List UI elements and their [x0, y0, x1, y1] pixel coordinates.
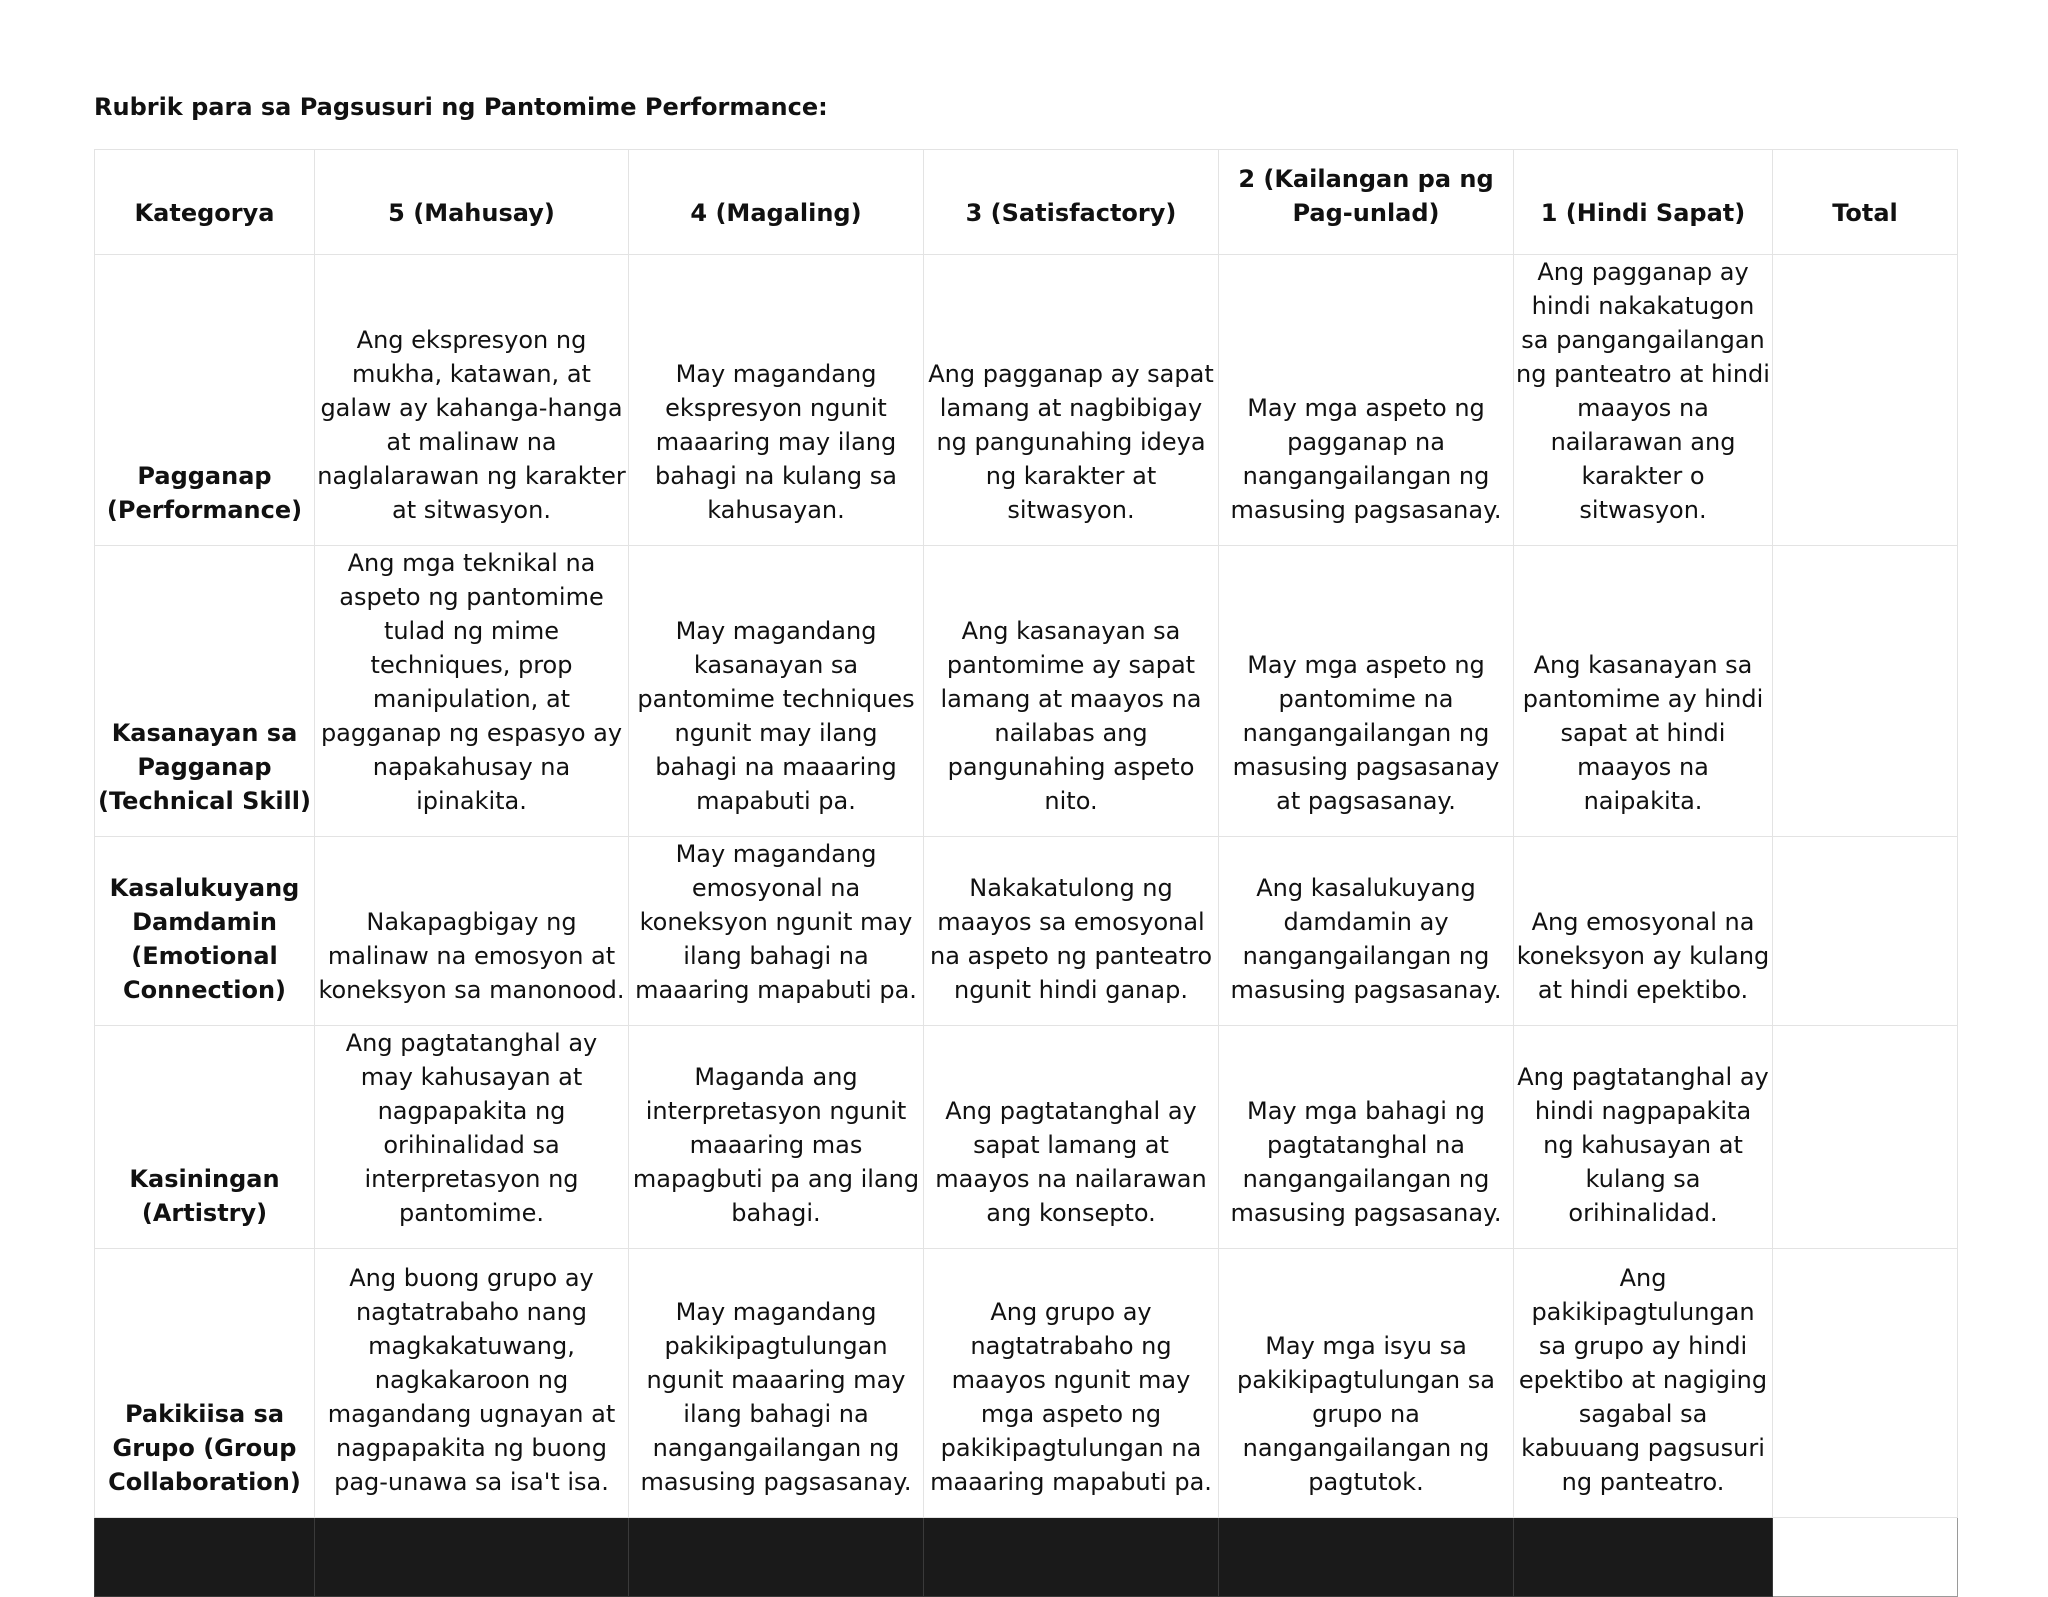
header-score-5: 5 (Mahusay) [315, 150, 629, 255]
table-row [95, 1026, 1958, 1249]
header-score-3: 3 (Satisfactory) [924, 150, 1219, 255]
criteria-cell-2: Ang kasalukuyang damdamin ay nangangailangan ng masusing pagsasanay. [1219, 837, 1514, 1026]
criteria-cell-2: May mga isyu sa pakikipagtulungan sa grupo na nangangailangan ng pagtutok. [1219, 1249, 1514, 1518]
total-cell[interactable] [1773, 837, 1958, 1026]
criteria-cell-3: Ang pagtatanghal ay sapat lamang at maayos na nailarawan ang konsepto. [924, 1026, 1219, 1249]
document-title: Rubrik para sa Pagsusuri ng Pantomime Performance: [94, 93, 828, 121]
criteria-cell-4: Maganda ang interpretasyon ngunit maaaring mas mapagbuti pa ang ilang bahagi. [629, 1026, 924, 1249]
criteria-cell-5: Nakapagbigay ng malinaw na emosyon at koneksyon sa manonood. [315, 837, 629, 1026]
total-row-blank-cell [1219, 1518, 1514, 1597]
criteria-cell-3: Ang pagganap ay sapat lamang at nagbibigay ng pangunahing ideya ng karakter at sitwasyon. [924, 255, 1219, 546]
rubric-table [94, 149, 1958, 1597]
criteria-cell-4: May magandang kasanayan sa pantomime techniques ngunit may ilang bahagi na maaaring mapabuti pa. [629, 546, 924, 837]
total-row-blank-cell [315, 1518, 629, 1597]
criteria-cell-4: May magandang ekspresyon ngunit maaaring may ilang bahagi na kulang sa kahusayan. [629, 255, 924, 546]
total-row-blank-cell [95, 1518, 315, 1597]
criteria-cell-3: Ang grupo ay nagtatrabaho ng maayos ngunit may mga aspeto ng pakikipagtulungan na maaaring mapabuti pa. [924, 1249, 1219, 1518]
category-cell: Kasalukuyang Damdamin (Emotional Connection) [95, 837, 315, 1026]
total-row-blank-cell [1514, 1518, 1773, 1597]
criteria-cell-3: Ang kasanayan sa pantomime ay sapat lamang at maayos na nailabas ang pangunahing aspeto nito. [924, 546, 1219, 837]
total-row-blank-cell [924, 1518, 1219, 1597]
criteria-cell-1: Ang kasanayan sa pantomime ay hindi sapat at hindi maayos na naipakita. [1514, 546, 1773, 837]
table-row [95, 255, 1958, 546]
criteria-cell-4: May magandang pakikipagtulungan ngunit maaaring may ilang bahagi na nangangailangan ng masusing pagsasanay. [629, 1249, 924, 1518]
table-row [95, 1249, 1958, 1518]
criteria-cell-1: Ang pagganap ay hindi nakakatugon sa pangangailangan ng panteatro at hindi maayos na nailarawan ang karakter o sitwasyon. [1514, 255, 1773, 546]
criteria-cell-2: May mga bahagi ng pagtatanghal na nangangailangan ng masusing pagsasanay. [1219, 1026, 1514, 1249]
criteria-cell-5: Ang ekspresyon ng mukha, katawan, at galaw ay kahanga-hanga at malinaw na naglalarawan ng karakter at sitwasyon. [315, 255, 629, 546]
total-row [95, 1518, 1958, 1597]
header-score-1: 1 (Hindi Sapat) [1514, 150, 1773, 255]
total-cell[interactable] [1773, 1249, 1958, 1518]
category-cell: Kasanayan sa Pagganap (Technical Skill) [95, 546, 315, 837]
category-cell: Kasiningan (Artistry) [95, 1026, 315, 1249]
total-cell[interactable] [1773, 546, 1958, 837]
category-cell: Pagganap (Performance) [95, 255, 315, 546]
criteria-cell-2: May mga aspeto ng pantomime na nangangailangan ng masusing pagsasanay at pagsasanay. [1219, 546, 1514, 837]
header-row [95, 150, 1958, 255]
table-row [95, 837, 1958, 1026]
criteria-cell-5: Ang buong grupo ay nagtatrabaho nang magkakatuwang, nagkakaroon ng magandang ugnayan at nagpapakita ng buong pag-unawa sa isa't isa. [315, 1249, 629, 1518]
criteria-cell-5: Ang mga teknikal na aspeto ng pantomime tulad ng mime techniques, prop manipulation, at pagganap ng espasyo ay napakahusay na ipinakita. [315, 546, 629, 837]
header-score-4: 4 (Magaling) [629, 150, 924, 255]
header-total: Total [1773, 150, 1958, 255]
criteria-cell-1: Ang pakikipagtulungan sa grupo ay hindi epektibo at nagiging sagabal sa kabuuang pagsusuri ng panteatro. [1514, 1249, 1773, 1518]
criteria-cell-1: Ang emosyonal na koneksyon ay kulang at hindi epektibo. [1514, 837, 1773, 1026]
criteria-cell-1: Ang pagtatanghal ay hindi nagpapakita ng kahusayan at kulang sa orihinalidad. [1514, 1026, 1773, 1249]
grand-total-cell[interactable] [1773, 1518, 1958, 1597]
criteria-cell-5: Ang pagtatanghal ay may kahusayan at nagpapakita ng orihinalidad sa interpretasyon ng pantomime. [315, 1026, 629, 1249]
total-row-blank-cell [629, 1518, 924, 1597]
criteria-cell-2: May mga aspeto ng pagganap na nangangailangan ng masusing pagsasanay. [1219, 255, 1514, 546]
category-cell: Pakikiisa sa Grupo (Group Collaboration) [95, 1249, 315, 1518]
total-cell[interactable] [1773, 255, 1958, 546]
total-cell[interactable] [1773, 1026, 1958, 1249]
header-kategorya: Kategorya [95, 150, 315, 255]
table-row [95, 546, 1958, 837]
criteria-cell-4: May magandang emosyonal na koneksyon ngunit may ilang bahagi na maaaring mapabuti pa. [629, 837, 924, 1026]
criteria-cell-3: Nakakatulong ng maayos sa emosyonal na aspeto ng panteatro ngunit hindi ganap. [924, 837, 1219, 1026]
header-score-2: 2 (Kailangan pa ng Pag-unlad) [1219, 150, 1514, 255]
